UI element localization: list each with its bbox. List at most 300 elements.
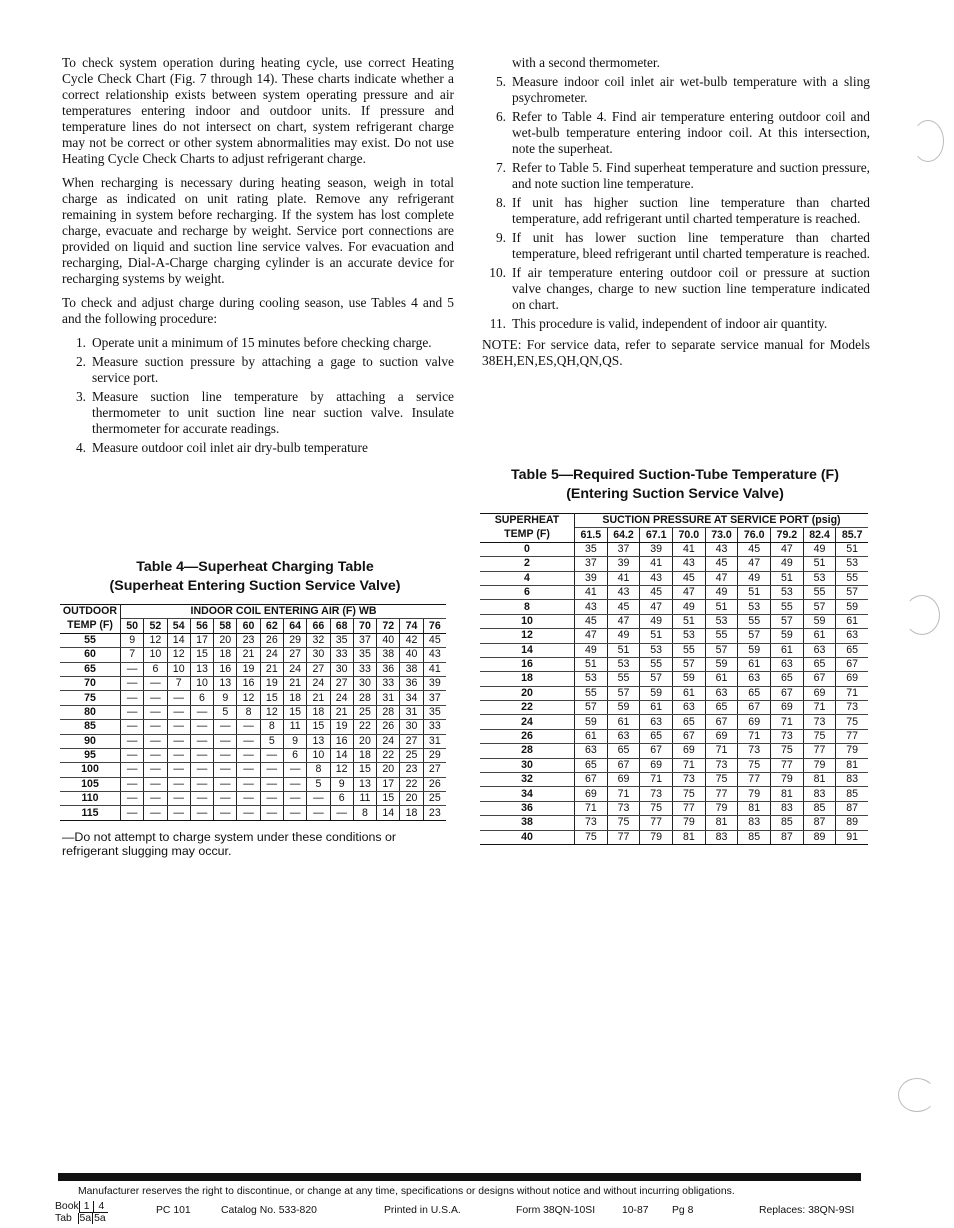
row-header: 28	[480, 744, 575, 758]
step-item	[482, 230, 870, 262]
table-cell: 16	[214, 662, 237, 676]
table-cell: 45	[640, 585, 673, 599]
row-header: 110	[60, 792, 121, 806]
table-cell: 37	[607, 542, 640, 556]
table-cell: 38	[400, 662, 423, 676]
table-cell: 19	[330, 720, 353, 734]
table-cell: 37	[353, 633, 376, 647]
table-cell: 77	[640, 816, 673, 830]
table-cell: 51	[705, 600, 738, 614]
table-cell: 67	[836, 657, 868, 671]
table-cell: 55	[803, 585, 836, 599]
table-cell: 61	[607, 715, 640, 729]
row-header: 70	[60, 676, 121, 690]
table-row	[480, 614, 868, 628]
row-header: 14	[480, 643, 575, 657]
table-cell: 59	[607, 701, 640, 715]
column-header: 64	[283, 619, 306, 633]
table-cell: 57	[640, 672, 673, 686]
row-header: 22	[480, 701, 575, 715]
table-cell: 9	[330, 777, 353, 791]
table-cell: 19	[260, 676, 283, 690]
paragraph: When recharging is necessary during heating season, weigh in total charge as indicated on unit rating plate. Remove any refrigerant remaining in system before recharging. If the system has lost complete charge, evacuate and recharge by weight. Service port connections are provided on liquid and suction line service valves. For evacuation and recharging, Dial-A-Charge charging cylinder is an accurate device for recharging systems by weight.	[62, 175, 454, 286]
step-item	[482, 316, 870, 332]
table-row	[60, 720, 446, 734]
table5-title-line2: (Entering Suction Service Valve)	[566, 486, 784, 502]
table-cell: 81	[836, 758, 868, 772]
table-cell: 77	[803, 744, 836, 758]
table-cell: 43	[607, 585, 640, 599]
table-cell: 51	[738, 585, 771, 599]
table-cell: 53	[673, 629, 706, 643]
table-cell: 73	[607, 801, 640, 815]
book-row	[55, 1201, 108, 1213]
table-row	[60, 705, 446, 719]
column-header: 85.7	[836, 528, 868, 542]
column-header: 79.2	[771, 528, 804, 542]
table-cell: 69	[575, 787, 608, 801]
table-cell: 12	[237, 691, 260, 705]
table-row	[480, 787, 868, 801]
table4-title-line2: (Superheat Entering Suction Service Valve)	[109, 578, 401, 594]
table-cell: 55	[640, 657, 673, 671]
group-header: SUCTION PRESSURE AT SERVICE PORT (psig)	[575, 514, 869, 528]
book-value-1: 1	[79, 1201, 94, 1213]
table-cell: —	[121, 691, 144, 705]
table-cell: 77	[738, 773, 771, 787]
table-row	[480, 801, 868, 815]
table-row	[480, 585, 868, 599]
table-row	[480, 657, 868, 671]
step-text: Refer to Table 4. Find air temperature entering outdoor coil and wet-bulb temperature entering indoor coil. At this intersection, note the superheat.	[512, 109, 870, 156]
table-cell: —	[121, 777, 144, 791]
table-cell: 26	[423, 777, 446, 791]
row-header: 100	[60, 763, 121, 777]
table-cell: 75	[640, 801, 673, 815]
table-cell: 83	[803, 787, 836, 801]
step-text: If unit has lower suction line temperature than charted temperature, bleed refrigerant until charted temperature is reached.	[512, 230, 871, 261]
table-cell: 47	[673, 585, 706, 599]
row-header: 0	[480, 542, 575, 556]
table-cell: 69	[673, 744, 706, 758]
table-cell: 87	[771, 830, 804, 844]
column-header: 54	[167, 619, 190, 633]
table-cell: 69	[607, 773, 640, 787]
footer-rule	[58, 1173, 861, 1181]
table-cell: —	[144, 806, 167, 820]
table-cell: 27	[400, 734, 423, 748]
corner-header-bottom: TEMP (F)	[60, 619, 121, 633]
table-cell: 26	[377, 720, 400, 734]
table-cell: 28	[377, 705, 400, 719]
right-column	[482, 55, 870, 377]
table-cell: 43	[423, 648, 446, 662]
table-row	[480, 600, 868, 614]
table-cell: 45	[423, 633, 446, 647]
table-cell: 61	[640, 701, 673, 715]
table-cell: 65	[771, 672, 804, 686]
table-cell: 9	[214, 691, 237, 705]
table-row	[60, 792, 446, 806]
table-cell: 73	[771, 729, 804, 743]
table-cell: 81	[673, 830, 706, 844]
table-cell: 47	[705, 571, 738, 585]
table-row	[480, 715, 868, 729]
table-cell: 15	[353, 763, 376, 777]
table-cell: 10	[144, 648, 167, 662]
table-cell: —	[237, 734, 260, 748]
table-cell: 61	[771, 643, 804, 657]
table-cell: 75	[607, 816, 640, 830]
step-text: Measure outdoor coil inlet air dry-bulb temperature	[92, 440, 368, 455]
table-cell: 67	[575, 773, 608, 787]
table-row	[480, 758, 868, 772]
table-cell: 63	[575, 744, 608, 758]
table-cell: 71	[607, 787, 640, 801]
table-cell: —	[283, 763, 306, 777]
row-header: 16	[480, 657, 575, 671]
row-header: 95	[60, 748, 121, 762]
table-cell: 59	[575, 715, 608, 729]
table-cell: —	[121, 720, 144, 734]
step-number: 9.	[495, 230, 506, 245]
step-number: 11.	[489, 316, 506, 331]
table-cell: 26	[260, 633, 283, 647]
table-cell: —	[237, 763, 260, 777]
table-cell: 14	[330, 748, 353, 762]
table-cell: 41	[673, 542, 706, 556]
service-note: NOTE: For service data, refer to separate service manual for Models 38EH,EN,ES,QH,QN,QS.	[482, 337, 870, 368]
table-cell: 65	[836, 643, 868, 657]
table-row	[480, 744, 868, 758]
footer-date: 10-87	[622, 1205, 649, 1216]
table-cell: 9	[283, 734, 306, 748]
table-cell: —	[144, 763, 167, 777]
table-cell: 59	[673, 672, 706, 686]
table-cell: 59	[803, 614, 836, 628]
table-cell: 23	[237, 633, 260, 647]
tab-value-2: 5a	[94, 1213, 106, 1224]
table-cell: 61	[705, 672, 738, 686]
step-text: Measure indoor coil inlet air wet-bulb temperature with a sling psychrometer.	[512, 74, 870, 105]
table-cell: 75	[803, 729, 836, 743]
table-cell: 57	[575, 701, 608, 715]
table-cell: 19	[237, 662, 260, 676]
table-cell: 27	[330, 676, 353, 690]
table-row	[480, 830, 868, 844]
row-header: 30	[480, 758, 575, 772]
table-cell: 11	[283, 720, 306, 734]
table-cell: 49	[640, 614, 673, 628]
table-cell: 38	[377, 648, 400, 662]
scan-mark	[912, 120, 944, 162]
table-cell: 33	[330, 648, 353, 662]
table-cell: 35	[423, 705, 446, 719]
column-header: 73.0	[705, 528, 738, 542]
table-row	[60, 806, 446, 820]
table-cell: 15	[190, 648, 213, 662]
table-cell: 67	[771, 686, 804, 700]
table-cell: 12	[167, 648, 190, 662]
table-cell: —	[167, 806, 190, 820]
table-cell: 79	[640, 830, 673, 844]
step-number: 1.	[75, 335, 86, 350]
table-cell: 75	[771, 744, 804, 758]
table-cell: 55	[771, 600, 804, 614]
table-cell: —	[144, 748, 167, 762]
table-cell: 65	[575, 758, 608, 772]
footer-catalog: Catalog No. 533-820	[221, 1205, 317, 1216]
step-item	[62, 335, 454, 351]
table-cell: 71	[803, 701, 836, 715]
table-row	[480, 571, 868, 585]
table-cell: —	[190, 763, 213, 777]
table-cell: 5	[307, 777, 330, 791]
table-cell: 57	[607, 686, 640, 700]
table-cell: 65	[640, 729, 673, 743]
table-cell: 79	[771, 773, 804, 787]
table-cell: 63	[705, 686, 738, 700]
table-cell: 85	[738, 830, 771, 844]
table-cell: —	[214, 777, 237, 791]
table-cell: 67	[705, 715, 738, 729]
table-cell: 13	[214, 676, 237, 690]
table-cell: 77	[673, 801, 706, 815]
table-cell: 65	[673, 715, 706, 729]
table-cell: 37	[423, 691, 446, 705]
table-cell: 41	[423, 662, 446, 676]
table-cell: 42	[400, 633, 423, 647]
corner-header-bottom: TEMP (F)	[480, 528, 575, 542]
column-header: 67.1	[640, 528, 673, 542]
table-cell: —	[214, 763, 237, 777]
table-cell: 29	[283, 633, 306, 647]
step-number: 4.	[75, 440, 86, 455]
table-cell: 18	[283, 691, 306, 705]
scan-mark	[904, 595, 940, 635]
table-cell: 15	[283, 705, 306, 719]
table-cell: 15	[260, 691, 283, 705]
step-text: Operate unit a minimum of 15 minutes before checking charge.	[92, 335, 432, 350]
table-cell: 30	[307, 648, 330, 662]
table-cell: —	[167, 792, 190, 806]
step-text: If air temperature entering outdoor coil or pressure at suction valve changes, charge to new suction line temperature indicated on chart.	[512, 265, 870, 312]
table-cell: 53	[771, 585, 804, 599]
column-header: 82.4	[803, 528, 836, 542]
table-row	[480, 773, 868, 787]
table-cell: 57	[673, 657, 706, 671]
table-row	[480, 729, 868, 743]
table-cell: —	[121, 792, 144, 806]
table-cell: 15	[307, 720, 330, 734]
table-cell: 47	[640, 600, 673, 614]
table-cell: 31	[423, 734, 446, 748]
table-cell: —	[283, 777, 306, 791]
row-header: 34	[480, 787, 575, 801]
row-header: 6	[480, 585, 575, 599]
table4-note: —Do not attempt to charge system under these conditions or refrigerant slugging may occur.	[62, 830, 397, 858]
table-cell: 59	[705, 657, 738, 671]
table-cell: 31	[400, 705, 423, 719]
row-header: 2	[480, 557, 575, 571]
table-cell: 13	[353, 777, 376, 791]
table-cell: 75	[705, 773, 738, 787]
table-cell: 16	[330, 734, 353, 748]
row-header: 20	[480, 686, 575, 700]
table-cell: 24	[283, 662, 306, 676]
table-cell: 12	[260, 705, 283, 719]
table-cell: 73	[575, 816, 608, 830]
table-cell: 10	[307, 748, 330, 762]
table-cell: —	[144, 705, 167, 719]
row-header: 38	[480, 816, 575, 830]
table-row	[60, 648, 446, 662]
table-cell: 33	[377, 676, 400, 690]
table-row	[60, 734, 446, 748]
table-row	[60, 676, 446, 690]
table-cell: 79	[673, 816, 706, 830]
step-number: 7.	[495, 160, 506, 175]
table-cell: 51	[673, 614, 706, 628]
table-cell: 25	[400, 748, 423, 762]
column-header: 50	[121, 619, 144, 633]
table-cell: 61	[673, 686, 706, 700]
table-cell: 37	[575, 557, 608, 571]
left-column	[62, 55, 454, 459]
table-cell: 17	[377, 777, 400, 791]
table-cell: 67	[673, 729, 706, 743]
step-number: 10.	[489, 265, 506, 280]
table-cell: 27	[423, 763, 446, 777]
table-cell: 85	[803, 801, 836, 815]
table-cell: —	[237, 720, 260, 734]
table-cell: 71	[640, 773, 673, 787]
table-cell: 81	[705, 816, 738, 830]
table-cell: 18	[353, 748, 376, 762]
table-cell: 20	[377, 763, 400, 777]
paragraph: To check system operation during heating cycle, use correct Heating Cycle Check Chart (Fig. 7 through 14). These charts indicate whether a correct relationship exists between system operating pressure and air temperatures entering indoor and outdoor units. If pressure and temperature lines do not intersect on chart, system refrigerant charge may not be correct or other system abnormalities may exist. Do not use Heating Cycle Check Charts to adjust refrigerant charge.	[62, 55, 454, 166]
table-cell: 25	[423, 792, 446, 806]
table-cell: —	[330, 806, 353, 820]
row-header: 24	[480, 715, 575, 729]
table-cell: —	[121, 734, 144, 748]
table-cell: 47	[607, 614, 640, 628]
table-cell: 22	[353, 720, 376, 734]
table-cell: 59	[836, 600, 868, 614]
table-cell: —	[167, 734, 190, 748]
step-number: 2.	[75, 354, 86, 369]
table-cell: 43	[673, 557, 706, 571]
table-cell: 20	[400, 792, 423, 806]
column-header-row	[480, 528, 868, 542]
table-cell: 61	[738, 657, 771, 671]
table-cell: 39	[575, 571, 608, 585]
table-cell: 63	[640, 715, 673, 729]
table-cell: 21	[237, 648, 260, 662]
table-cell: —	[307, 792, 330, 806]
row-header: 36	[480, 801, 575, 815]
table-cell: 49	[738, 571, 771, 585]
table-cell: 36	[377, 662, 400, 676]
table-cell: —	[121, 705, 144, 719]
table-cell: 51	[803, 557, 836, 571]
tab-value-1: 5a	[79, 1213, 92, 1224]
table-cell: 23	[423, 806, 446, 820]
table-cell: 7	[167, 676, 190, 690]
table-cell: —	[237, 806, 260, 820]
table-cell: 30	[353, 676, 376, 690]
step-number: 6.	[495, 109, 506, 124]
table-cell: 87	[803, 816, 836, 830]
table-cell: 41	[640, 557, 673, 571]
table-cell: —	[167, 777, 190, 791]
book-label: Book	[55, 1201, 79, 1212]
row-header: 32	[480, 773, 575, 787]
step-number: 5.	[495, 74, 506, 89]
table-cell: —	[260, 792, 283, 806]
table-cell: 73	[640, 787, 673, 801]
table-cell: 43	[575, 600, 608, 614]
column-header: 61.5	[575, 528, 608, 542]
table-cell: 53	[575, 672, 608, 686]
table-cell: 13	[190, 662, 213, 676]
table-cell: 24	[330, 691, 353, 705]
table-cell: 35	[353, 648, 376, 662]
table-cell: 49	[705, 585, 738, 599]
column-header: 74	[400, 619, 423, 633]
table-cell: 41	[575, 585, 608, 599]
table-cell: —	[144, 676, 167, 690]
table-cell: —	[190, 705, 213, 719]
table-cell: 14	[167, 633, 190, 647]
table-cell: 22	[377, 748, 400, 762]
table-cell: 57	[836, 585, 868, 599]
table-cell: 87	[836, 801, 868, 815]
table-cell: 24	[260, 648, 283, 662]
table-cell: 89	[803, 830, 836, 844]
table-cell: —	[283, 806, 306, 820]
table-cell: 57	[771, 614, 804, 628]
table-cell: —	[260, 748, 283, 762]
row-header: 4	[480, 571, 575, 585]
table-cell: 53	[705, 614, 738, 628]
table-cell: 33	[423, 720, 446, 734]
footer-pc: PC 101	[156, 1205, 191, 1216]
step-text: Measure suction line temperature by attaching a service thermometer to unit suction line near suction valve. Insulate thermometer for accurate readings.	[92, 389, 454, 436]
table-row	[60, 662, 446, 676]
table-cell: —	[144, 792, 167, 806]
table-cell: 57	[803, 600, 836, 614]
step-text: This procedure is valid, independent of indoor air quantity.	[512, 316, 828, 331]
table-row	[60, 763, 446, 777]
table-cell: 51	[836, 542, 868, 556]
table-cell: 47	[771, 542, 804, 556]
table-cell: 39	[423, 676, 446, 690]
corner-header-top: SUPERHEAT	[480, 514, 575, 528]
group-header: INDOOR COIL ENTERING AIR (F) WB	[121, 605, 447, 619]
table-cell: —	[144, 734, 167, 748]
table-cell: —	[167, 748, 190, 762]
table-cell: 73	[673, 773, 706, 787]
table-cell: —	[237, 777, 260, 791]
table-cell: 61	[803, 629, 836, 643]
row-header: 90	[60, 734, 121, 748]
table-cell: 33	[353, 662, 376, 676]
table-cell: 81	[771, 787, 804, 801]
table-cell: 18	[214, 648, 237, 662]
table-cell: 73	[803, 715, 836, 729]
table-cell: 85	[771, 816, 804, 830]
